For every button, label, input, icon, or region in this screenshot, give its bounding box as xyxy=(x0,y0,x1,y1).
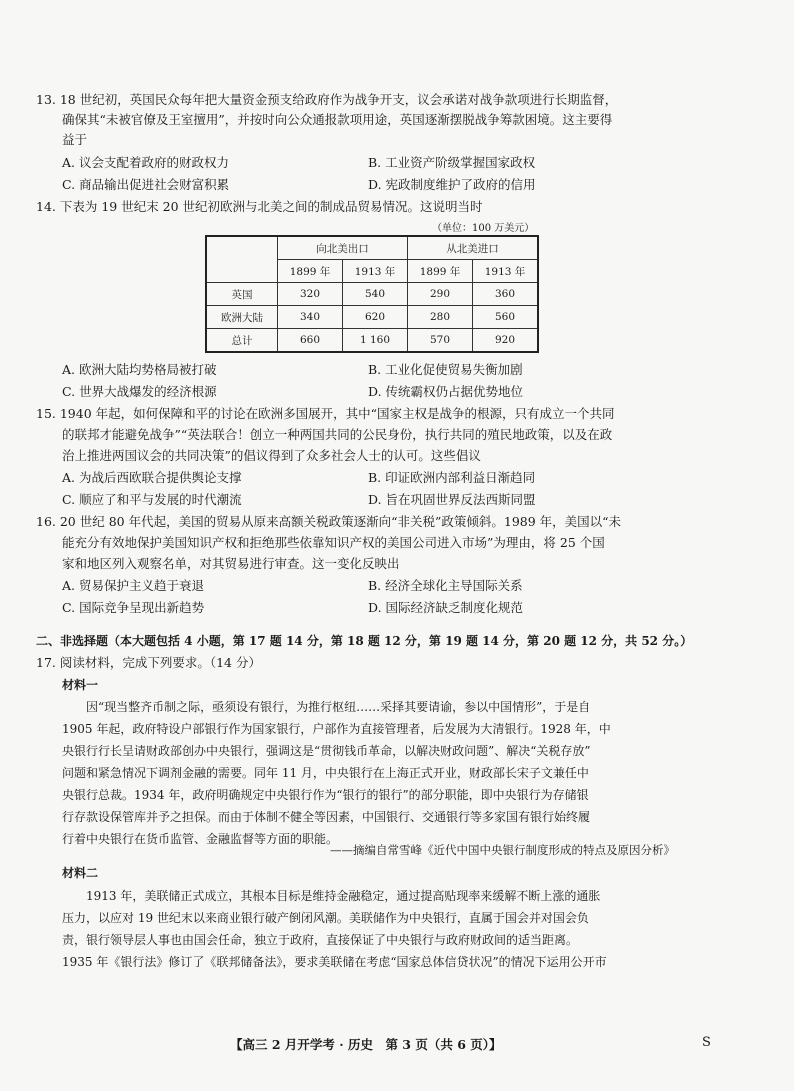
table-cell: 920 xyxy=(473,329,539,353)
table-cell: 620 xyxy=(343,306,408,329)
table-cell: 570 xyxy=(408,329,473,353)
trade-table xyxy=(205,235,539,353)
material-2-line: 1935 年《银行法》修订了《联邦储备法》，要求美联储在考虑“国家总体信贷状况”的情况下运用公开市 xyxy=(62,955,607,969)
q13-option-c: C. 商品输出促进社会财富积累 xyxy=(62,177,230,192)
table-year-cell: 1913 年 xyxy=(473,260,539,283)
q13-option-b: B. 工业资产阶级掌握国家政权 xyxy=(368,155,536,170)
table-cell: 290 xyxy=(408,283,473,306)
table-cell: 360 xyxy=(473,283,539,306)
material-2-line: 1913 年，美联储正式成立，其根本目标是维持金融稳定，通过提高贴现率来缓解不断上涨的通胀 xyxy=(62,889,601,903)
material-1-line: 央银行行长呈请财政部创办中央银行，强调这是“贯彻钱币革命，以解决财政问题”、解决“关税存放” xyxy=(62,744,591,758)
q15-line3: 治上推进两国议会的共同决策”的倡议得到了众多社会人士的认可。这些倡议 xyxy=(62,448,481,463)
q14-option-d: D. 传统霸权仍占据优势地位 xyxy=(368,384,524,399)
q14-option-b: B. 工业化促使贸易失衡加剧 xyxy=(368,362,523,377)
table-cell: 660 xyxy=(278,329,343,353)
q17-stem: 17. 阅读材料，完成下列要求。（14 分） xyxy=(36,655,261,670)
table-cell: 1 160 xyxy=(343,329,408,353)
table-corner-cell xyxy=(206,236,278,283)
table-year-cell: 1913 年 xyxy=(343,260,408,283)
q14-stem: 14. 下表为 19 世纪末 20 世纪初欧洲与北美之间的制成品贸易情况。这说明当时 xyxy=(36,199,483,214)
table-cell: 340 xyxy=(278,306,343,329)
material-1-line: 行着中央银行在货币监管、金融监督等方面的职能。 xyxy=(62,832,339,846)
q14-unit-note: （单位：100 万美元） xyxy=(432,223,535,234)
q15-option-b: B. 印证欧洲内部利益日渐趋同 xyxy=(368,470,536,485)
table-cell: 280 xyxy=(408,306,473,329)
material-1-title: 材料一 xyxy=(62,678,99,692)
table-row xyxy=(206,306,538,329)
q16-option-c: C. 国际竞争呈现出新趋势 xyxy=(62,600,205,615)
material-1-line: 问题和紧急情况下调剂金融的需要。同年 11 月，中央银行在上海正式开业，财政部长宋子文兼任中 xyxy=(62,766,589,780)
material-1-line: 央银行总裁。1934 年，政府明确规定中央银行作为“银行的银行”的部分职能，即中央银行为存储银 xyxy=(62,788,589,802)
table-cell: 540 xyxy=(343,283,408,306)
table-head-export: 向北美出口 xyxy=(278,236,408,260)
q15-line2: 的联邦才能避免战争”“英法联合！创立一种两国共同的公民身份，执行共同的殖民地政策，以及在政 xyxy=(62,427,613,442)
table-row-label: 总计 xyxy=(206,329,278,353)
table-year-cell: 1899 年 xyxy=(408,260,473,283)
q15-option-c: C. 顺应了和平与发展的时代潮流 xyxy=(62,492,242,507)
q16-option-b: B. 经济全球化主导国际关系 xyxy=(368,578,523,593)
footer-mark: S xyxy=(702,1035,711,1050)
material-1-line: 行存款设保管库并予之担保。而由于体制不健全等因素，中国银行、交通银行等多家国有银行始终履 xyxy=(62,810,591,824)
q13-line3: 益于 xyxy=(62,132,88,147)
table-head-import: 从北美进口 xyxy=(408,236,539,260)
material-2-line: 责，银行领导层人事也由国会任命，独立于政府，直接保证了中央银行与政府财政间的适当距离。 xyxy=(62,933,579,947)
q16-option-d: D. 国际经济缺乏制度化规范 xyxy=(368,600,524,615)
table-header-row xyxy=(206,236,538,260)
q13-line1: 13. 18 世纪初，英国民众每年把大量资金预支给政府作为战争开支，议会承诺对战争款项进行长期监督， xyxy=(36,92,618,107)
table-row-label: 欧洲大陆 xyxy=(206,306,278,329)
material-1-line: 因“现当整齐币制之际，亟须设有银行，为推行枢纽……采择其要请谕，参以中国情形”，于是自 xyxy=(62,700,591,714)
q13-option-d: D. 宪政制度维护了政府的信用 xyxy=(368,177,536,192)
table-row-label: 英国 xyxy=(206,283,278,306)
q16-line2: 能充分有效地保护美国知识产权和拒绝那些依靠知识产权的美国公司进入市场”为理由，将 25 个国 xyxy=(62,535,605,550)
material-2-title: 材料二 xyxy=(62,866,99,880)
material-1-source: ——摘编自常雪峰《近代中国中央银行制度形成的特点及原因分析》 xyxy=(330,843,675,857)
material-2-line: 压力，以应对 19 世纪末以来商业银行破产倒闭风潮。美联储作为中央银行，直属于国会并对国会负 xyxy=(62,911,589,925)
material-1-line: 1905 年起，政府特设户部银行作为国家银行，户部作为直接管理者，后发展为大清银行。1928 年，中 xyxy=(62,722,611,736)
page-footer: 【高三 2 月开学考 · 历史 第 3 页（共 6 页）】 xyxy=(230,1037,502,1052)
q15-line1: 15. 1940 年起，如何保障和平的讨论在欧洲多国展开，其中“国家主权是战争的根源，只有成立一个共同 xyxy=(36,406,615,421)
q15-option-d: D. 旨在巩固世界反法西斯同盟 xyxy=(368,492,536,507)
q16-line3: 家和地区列入观察名单，对其贸易进行审查。这一变化反映出 xyxy=(62,556,400,571)
section-2-heading: 二、非选择题（本大题包括 4 小题，第 17 题 14 分，第 18 题 12 分，第 19 题 14 分，第 20 题 12 分，共 52 分。） xyxy=(36,634,693,648)
table-cell: 560 xyxy=(473,306,539,329)
q13-option-a: A. 议会支配着政府的财政权力 xyxy=(62,155,229,170)
q14-option-a: A. 欧洲大陆均势格局被打破 xyxy=(62,362,217,377)
table-cell: 320 xyxy=(278,283,343,306)
q13-line2: 确保其“未被官僚及王室擅用”，并按时向公众通报款项用途，英国逐渐摆脱战争筹款困境。这主要得 xyxy=(62,112,613,127)
table-row xyxy=(206,329,538,353)
table-row xyxy=(206,283,538,306)
table-year-cell: 1899 年 xyxy=(278,260,343,283)
q14-option-c: C. 世界大战爆发的经济根源 xyxy=(62,384,217,399)
q16-option-a: A. 贸易保护主义趋于衰退 xyxy=(62,578,204,593)
q16-line1: 16. 20 世纪 80 年代起，美国的贸易从原来高额关税政策逐渐向“非关税”政策倾斜。1989 年，美国以“未 xyxy=(36,514,622,529)
q15-option-a: A. 为战后西欧联合提供舆论支撑 xyxy=(62,470,242,485)
